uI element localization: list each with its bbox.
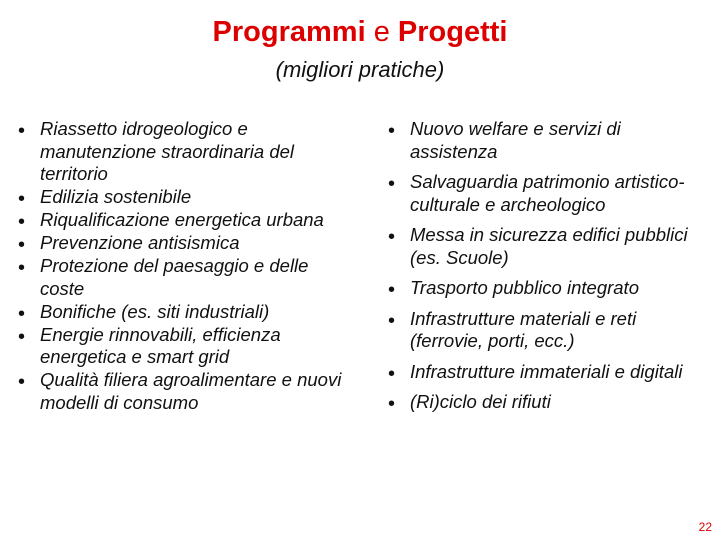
list-item-text: Infrastrutture immateriali e digitali (410, 360, 683, 382)
bullet-icon: • (18, 211, 26, 233)
list-item (18, 209, 353, 232)
list-item (18, 324, 353, 369)
list-item (388, 118, 708, 163)
bullet-icon: • (18, 302, 26, 325)
list-item-text: (Ri)ciclo dei rifiuti (410, 391, 551, 412)
list-item (388, 171, 708, 216)
list-item-text: Edilizia sostenibile (40, 186, 192, 207)
list-item (18, 232, 353, 255)
bullet-icon: • (18, 325, 26, 348)
list-item-text: Energie rinnovabili, efficienza energetica e smart grid (40, 323, 281, 367)
page-number: 22 (698, 520, 712, 534)
list-item (18, 255, 353, 300)
bullet-icon: • (388, 279, 396, 301)
bullet-icon: • (388, 173, 396, 195)
bullet-icon: • (388, 226, 396, 248)
right-bullet-list (388, 118, 708, 422)
list-item (18, 301, 353, 324)
list-item (388, 308, 708, 353)
bullet-icon: • (18, 188, 26, 210)
title-conjunction: e (373, 16, 390, 48)
list-item-text: Nuovo welfare e servizi di assistenza (410, 118, 621, 162)
bullet-icon: • (388, 362, 396, 385)
list-item (388, 224, 708, 269)
bullet-icon: • (18, 371, 26, 393)
bullet-icon: • (388, 309, 396, 332)
list-item-text: Riassetto idrogeologico e manutenzione straordinaria del territorio (40, 118, 295, 184)
bullet-icon: • (18, 120, 26, 142)
list-item (388, 277, 708, 300)
list-item-text: Prevenzione antisismica (40, 232, 240, 253)
list-item-text: Messa in sicurezza edifici pubblici (es. Scuole) (410, 224, 688, 268)
list-item (18, 118, 353, 186)
list-item-text: Trasporto pubblico integrato (410, 277, 639, 298)
list-item-text: Salvaguardia patrimonio artistico-culturale e archeologico (410, 171, 685, 215)
list-item-text: Infrastrutture materiali e reti (ferrovie, porti, ecc.) (410, 307, 637, 351)
bullet-icon: • (18, 234, 26, 256)
slide-subtitle: (migliori pratiche) (275, 57, 445, 82)
bullet-icon: • (388, 393, 396, 415)
list-item (18, 369, 353, 414)
list-item-text: Bonifiche (es. siti industriali) (40, 300, 270, 322)
list-item (18, 186, 353, 209)
bullet-icon: • (18, 257, 26, 279)
list-item-text: Riqualificazione energetica urbana (40, 209, 324, 230)
list-item-text: Protezione del paesaggio e delle coste (40, 255, 309, 299)
title-word-progetti: Progetti (397, 16, 508, 48)
list-item-text: Qualità filiera agroalimentare e nuovi modelli di consumo (40, 369, 342, 413)
slide-title (0, 14, 720, 50)
bullet-icon: • (388, 120, 396, 142)
list-item (388, 361, 708, 384)
title-word-programmi: Programmi (212, 16, 366, 48)
list-item (388, 391, 708, 414)
left-bullet-list (18, 118, 353, 415)
